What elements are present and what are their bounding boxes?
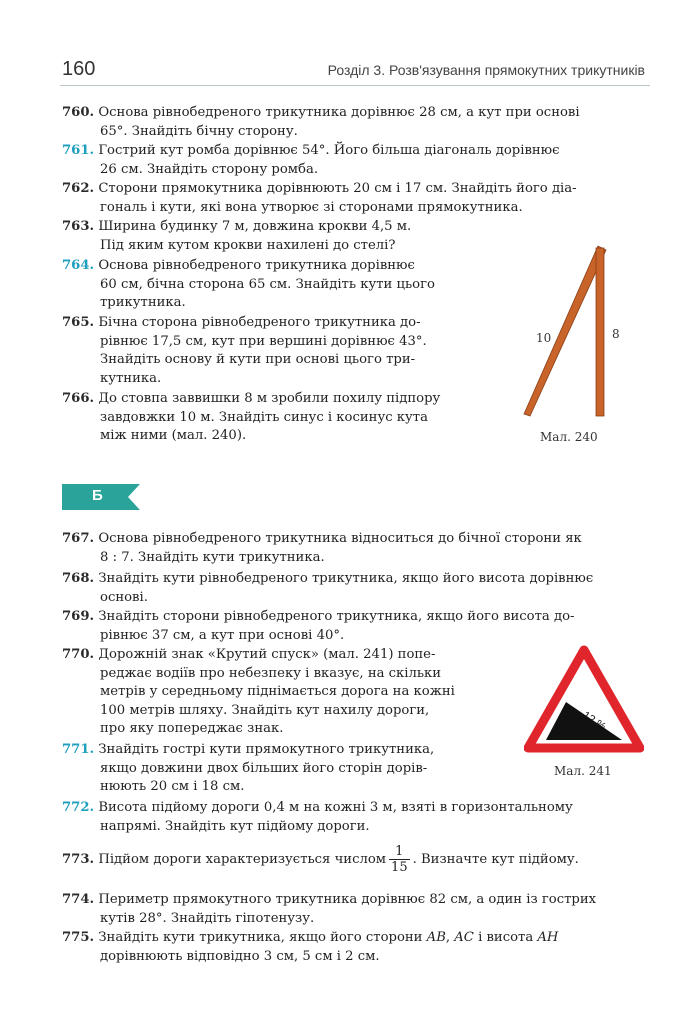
- slant-length-label: 10: [536, 331, 552, 345]
- problem-number: 774.: [62, 892, 95, 907]
- problem-text: Дорожній знак «Крутий спуск» (мал. 241) попе-: [98, 647, 436, 662]
- problem-text: між ними (мал. 240).: [100, 428, 247, 444]
- problem-number: 760.: [62, 105, 95, 120]
- problem-text: про яку попереджає знак.: [100, 721, 284, 737]
- problem-760: [62, 104, 580, 141]
- problem-text: Підйом дороги характеризується числом: [98, 852, 387, 867]
- problem-772: [62, 799, 573, 836]
- figure-240-drawing: [510, 240, 630, 420]
- problem-767: [62, 530, 582, 567]
- problem-text: Сторони прямокутника дорівнюють 20 см і 17 см. Знайдіть його діа-: [98, 181, 577, 196]
- problem-number: 768.: [62, 571, 95, 586]
- problem-text: основі.: [100, 589, 148, 605]
- problem-number: 771.: [62, 742, 95, 757]
- figure-241-caption: Мал. 241: [554, 764, 612, 778]
- section-label: Б: [92, 487, 103, 504]
- problem-text: і висота: [473, 930, 538, 945]
- problem-text: завдовжки 10 м. Знайдіть синус і косинус кута: [100, 409, 428, 425]
- problem-765: [62, 314, 427, 388]
- problem-text: напрямі. Знайдіть кут підйому дороги.: [100, 818, 370, 834]
- problem-text: Знайдіть основу й кути при основі цього три-: [100, 352, 416, 368]
- problem-text: дорівнюють відповідно 3 см, 5 см і 2 см.: [100, 948, 380, 964]
- problem-number: 770.: [62, 647, 95, 662]
- problem-text: кутника.: [100, 370, 162, 386]
- problem-text: До стовпа заввишки 8 м зробили похилу підпору: [98, 391, 441, 406]
- problem-text: Знайдіть гострі кути прямокутного трикутника,: [98, 742, 435, 757]
- problem-text: Ширина будинку 7 м, довжина крокви 4,5 м.: [98, 219, 412, 234]
- problem-text: Висота підйому дороги 0,4 м на кожні 3 м, взяті в горизонтальному: [98, 800, 573, 815]
- problem-number: 767.: [62, 531, 95, 546]
- problem-text: нюють 20 см і 18 см.: [100, 779, 245, 795]
- figure-240-caption: Мал. 240: [540, 430, 598, 444]
- problem-text: Знайдіть сторони рівнобедреного трикутника, якщо його висота до-: [98, 609, 575, 624]
- segment-ab: AB: [426, 930, 446, 945]
- problem-766: [62, 390, 440, 446]
- problem-text: рівнює 37 см, а кут при основі 40°.: [100, 627, 345, 643]
- fraction-numerator: 1: [389, 844, 410, 860]
- problem-text: Знайдіть кути рівнобедреного трикутника, якщо його висота дорівнює: [98, 571, 594, 586]
- problem-text: Під яким кутом крокви нахилені до стелі?: [100, 237, 396, 253]
- problem-text: 60 см, бічна сторона 65 см. Знайдіть кути цього: [100, 276, 435, 292]
- problem-771: [62, 741, 434, 797]
- running-title: Розділ 3. Розв'язування прямокутних трикутників: [327, 62, 645, 78]
- problem-text: трикутника.: [100, 295, 186, 311]
- page-header: [0, 0, 700, 100]
- problem-text: 65°. Знайдіть бічну сторону.: [100, 123, 298, 139]
- fraction: [389, 844, 410, 875]
- problem-number: 764.: [62, 258, 95, 273]
- problem-text: рівнює 17,5 см, кут при вершині дорівнює 43°.: [100, 333, 427, 349]
- problem-number: 762.: [62, 181, 95, 196]
- problem-text: метрів у середньому піднімається дорога на кожні: [100, 684, 455, 700]
- problem-text: Знайдіть кути трикутника, якщо його сторони: [98, 930, 427, 945]
- problem-text: Гострий кут ромба дорівнює 54°. Його більша діагональ дорівнює: [98, 143, 560, 158]
- problem-number: 761.: [62, 143, 95, 158]
- page-number: 160: [62, 58, 96, 80]
- problem-number: 769.: [62, 609, 95, 624]
- problem-770: [62, 646, 455, 739]
- steep-descent-sign: [524, 644, 644, 754]
- problem-text: 100 метрів шляху. Знайдіть кут нахилу дороги,: [100, 702, 430, 718]
- problem-774: [62, 891, 596, 928]
- problem-number: 772.: [62, 800, 95, 815]
- problem-number: 766.: [62, 391, 95, 406]
- problem-763: [62, 218, 411, 255]
- header-rule: [60, 85, 650, 86]
- problem-775: [62, 929, 558, 966]
- problem-769: [62, 608, 574, 645]
- section-b-tab: [62, 484, 140, 510]
- problem-number: 763.: [62, 219, 95, 234]
- problem-text: кутів 28°. Знайдіть гіпотенузу.: [100, 910, 315, 926]
- problem-764: [62, 257, 435, 313]
- segment-ah: AH: [537, 930, 559, 945]
- figure-240: [510, 240, 630, 450]
- segment-ac: AC: [454, 930, 474, 945]
- problem-text: 8 : 7. Знайдіть кути трикутника.: [100, 549, 325, 565]
- vertical-pole: [596, 248, 604, 416]
- vertical-length-label: 8: [612, 327, 620, 341]
- problem-text: Основа рівнобедреного трикутника дорівнює 28 см, а кут при основі: [98, 105, 580, 120]
- problem-762: [62, 180, 577, 217]
- fraction-denominator: 15: [391, 860, 408, 875]
- problem-text: гональ і кути, які вона утворює зі сторонами прямокутника.: [100, 199, 523, 215]
- problem-text: . Визначте кут підйому.: [412, 852, 579, 867]
- problem-text: Основа рівнобедреного трикутника дорівнює: [98, 258, 415, 273]
- problem-number: 775.: [62, 930, 95, 945]
- problem-761: [62, 142, 560, 179]
- problem-text: якщо довжини двох більших його сторін дорів-: [100, 760, 428, 776]
- problem-text: реджає водіїв про небезпеку і вказує, на скільки: [100, 665, 442, 681]
- problem-text: Основа рівнобедреного трикутника відноситься до бічної сторони як: [98, 531, 582, 546]
- comma: ,: [445, 930, 455, 945]
- problem-text: Периметр прямокутного трикутника дорівнює 82 см, а один із гострих: [98, 892, 597, 907]
- problem-768: [62, 570, 593, 607]
- problem-773: [62, 844, 579, 875]
- problem-text: Бічна сторона рівнобедреного трикутника до-: [98, 315, 421, 330]
- problem-number: 773.: [62, 852, 95, 867]
- figure-241: [524, 644, 644, 784]
- problem-number: 765.: [62, 315, 95, 330]
- problem-text: 26 см. Знайдіть сторону ромба.: [100, 161, 319, 177]
- sign-percent-label: 12 %: [580, 709, 608, 734]
